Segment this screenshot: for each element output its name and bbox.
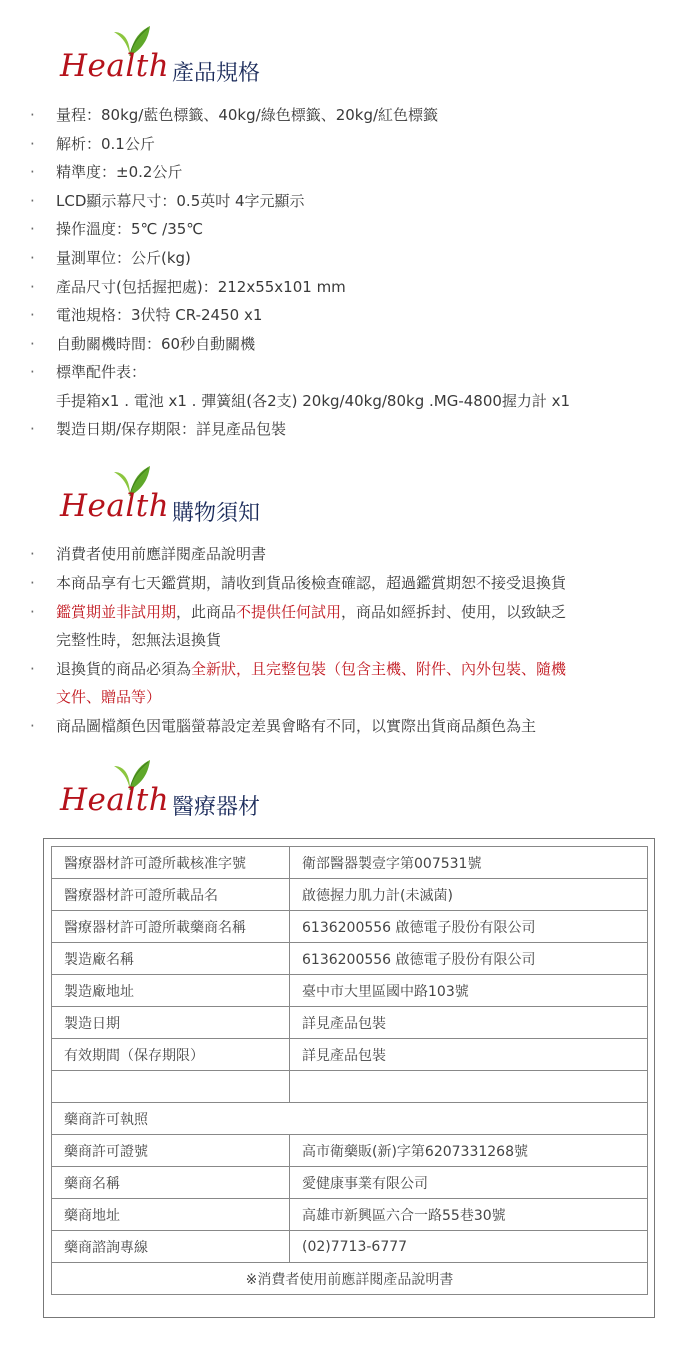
table-row: 藥商地址 高雄市新興區六合一路55巷30號	[52, 1199, 648, 1231]
table-row: 有效期間（保存期限） 詳見產品包裝	[52, 1039, 648, 1071]
notice-title: 購物須知	[172, 501, 261, 526]
list-item: · 本商品享有七天鑑賞期，請收到貨品後檢查確認，超過鑑賞期恕不接受退換貨	[30, 574, 567, 592]
list-item: · 產品尺寸(包括握把處)：212x55x101 mm	[30, 277, 346, 296]
spec-section-header	[60, 22, 560, 86]
list-item: · 鑑賞期並非試用期，此商品不提供任何試用，商品如經拆封、使用，以致缺乏 完整性時，恕無法退換貨	[30, 603, 567, 649]
table-footer-row: ※消費者使用前應詳閱產品說明書	[52, 1263, 648, 1295]
accessories-line: 手提箱x1 . 電池 x1 . 彈簧組(各2支) 20kg/40kg/80kg .MG-4800握力計 x1	[56, 391, 571, 410]
table-row: 醫療器材許可證所載核准字號 衛部醫器製壹字第007531號	[52, 847, 648, 879]
list-item: · 自動關機時間：60秒自動關機	[30, 334, 256, 353]
medical-table-frame	[43, 838, 655, 1318]
table-row: 醫療器材許可證所載藥商名稱 6136200556 啟德電子股份有限公司	[52, 911, 648, 943]
table-row-empty	[52, 1071, 648, 1103]
table-row: 醫療器材許可證所載品名 啟德握力肌力計(未滅菌)	[52, 879, 648, 911]
table-row: 製造廠地址 臺中市大里區國中路103號	[52, 975, 648, 1007]
list-item: · 製造日期/保存期限：詳見產品包裝	[30, 420, 287, 439]
notice-list	[30, 540, 680, 741]
list-item: · 電池規格：3伏特 CR-2450 x1	[30, 306, 263, 325]
notice-section-header	[60, 462, 560, 526]
table-row: 藥商許可證號 高市衛藥販(新)字第6207331268號	[52, 1135, 648, 1167]
list-item: · 精準度：±0.2公斤	[30, 163, 183, 182]
health-logo: Health	[60, 488, 170, 524]
list-item: · 量測單位：公斤(kg)	[30, 248, 191, 267]
spec-title: 產品規格	[172, 61, 261, 86]
list-item: · 量程：80kg/藍色標籤、40kg/綠色標籤、20kg/紅色標籤	[30, 106, 439, 124]
spec-list	[30, 101, 680, 444]
table-row: 藥商諮詢專線 (02)7713-6777	[52, 1231, 648, 1263]
table-row-license-header: 藥商許可執照	[52, 1103, 648, 1135]
table-row: 製造日期 詳見產品包裝	[52, 1007, 648, 1039]
health-logo: Health	[60, 782, 170, 818]
table-row: 藥商名稱 愛健康事業有限公司	[52, 1167, 648, 1199]
list-item: · 標準配件表： 手提箱x1 . 電池 x1 . 彈簧組(各2支) 20kg/40kg/80kg .MG-4800握力計 x1	[30, 358, 680, 415]
table-row: 製造廠名稱 6136200556 啟德電子股份有限公司	[52, 943, 648, 975]
list-item: · 商品圖檔顏色因電腦螢幕設定差異會略有不同，以實際出貨商品顏色為主	[30, 717, 537, 735]
list-item: · 退換貨的商品必須為全新狀，且完整包裝（包含主機、附件、內外包裝、隨機 文件、贈品等）	[30, 660, 567, 706]
medical-section-header	[60, 756, 560, 820]
health-logo: Health	[60, 48, 170, 84]
list-item: · 消費者使用前應詳閱產品說明書	[30, 545, 267, 563]
list-item: · LCD顯示幕尺寸：0.5英吋 4字元顯示	[30, 191, 305, 210]
medical-title: 醫療器材	[172, 795, 261, 820]
list-item: · 解析：0.1公斤	[30, 134, 155, 153]
list-item: · 操作溫度：5℃ /35℃	[30, 220, 204, 239]
medical-table	[51, 846, 648, 1295]
